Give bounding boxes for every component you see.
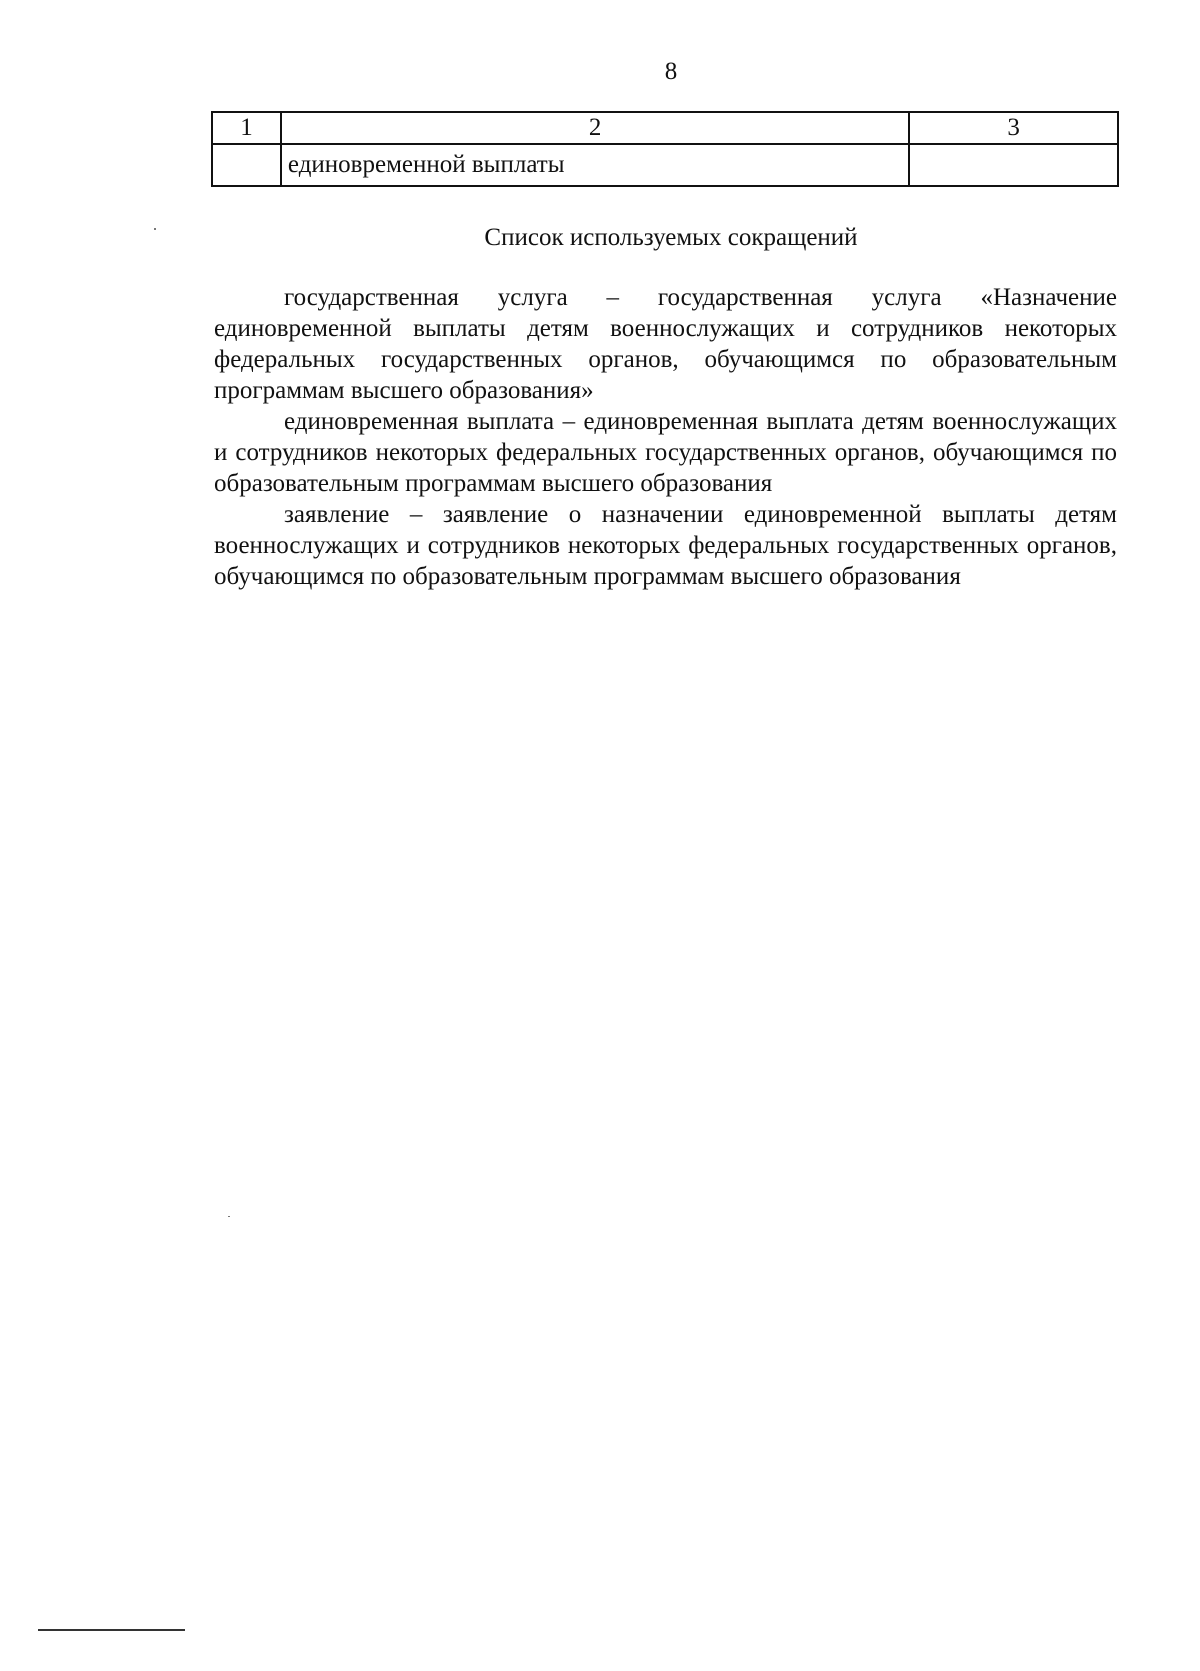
table-cell-col2: единовременной выплаты: [281, 144, 909, 186]
scan-speck: [228, 1216, 230, 1217]
table-header-row: [212, 112, 1118, 144]
table-header-cell-3: 3: [909, 112, 1118, 144]
definitions-list: [214, 282, 1117, 592]
table-cell-col1: [212, 144, 281, 186]
page-number: 8: [664, 58, 678, 85]
table-row: [212, 144, 1118, 186]
continuation-table: [211, 111, 1119, 187]
footnote-rule: [38, 1629, 185, 1631]
definition-item: единовременная выплата – единовременная выплата детям военнослужащих и сотрудников некоторых федеральных государственных органов, обучающимся по образовательным программам высшего образования: [214, 408, 1117, 497]
table-header-cell-1: 1: [212, 112, 281, 144]
definition-item: государственная услуга – государственная услуга «Назначение единовременной выплаты детям военнослужащих и сотрудников некоторых федеральных государственных органов, обучающимся по образовательным программам высшего образования»: [214, 284, 1117, 404]
table-cell-col3: [909, 144, 1118, 186]
scan-speck: [154, 228, 156, 230]
table-header-cell-2: 2: [281, 112, 909, 144]
section-title: Список используемых сокращений: [484, 224, 858, 251]
definition-item: заявление – заявление о назначении единовременной выплаты детям военнослужащих и сотрудников некоторых федеральных государственных органов, обучающимся по образовательным программам высшего образования: [214, 501, 1117, 590]
